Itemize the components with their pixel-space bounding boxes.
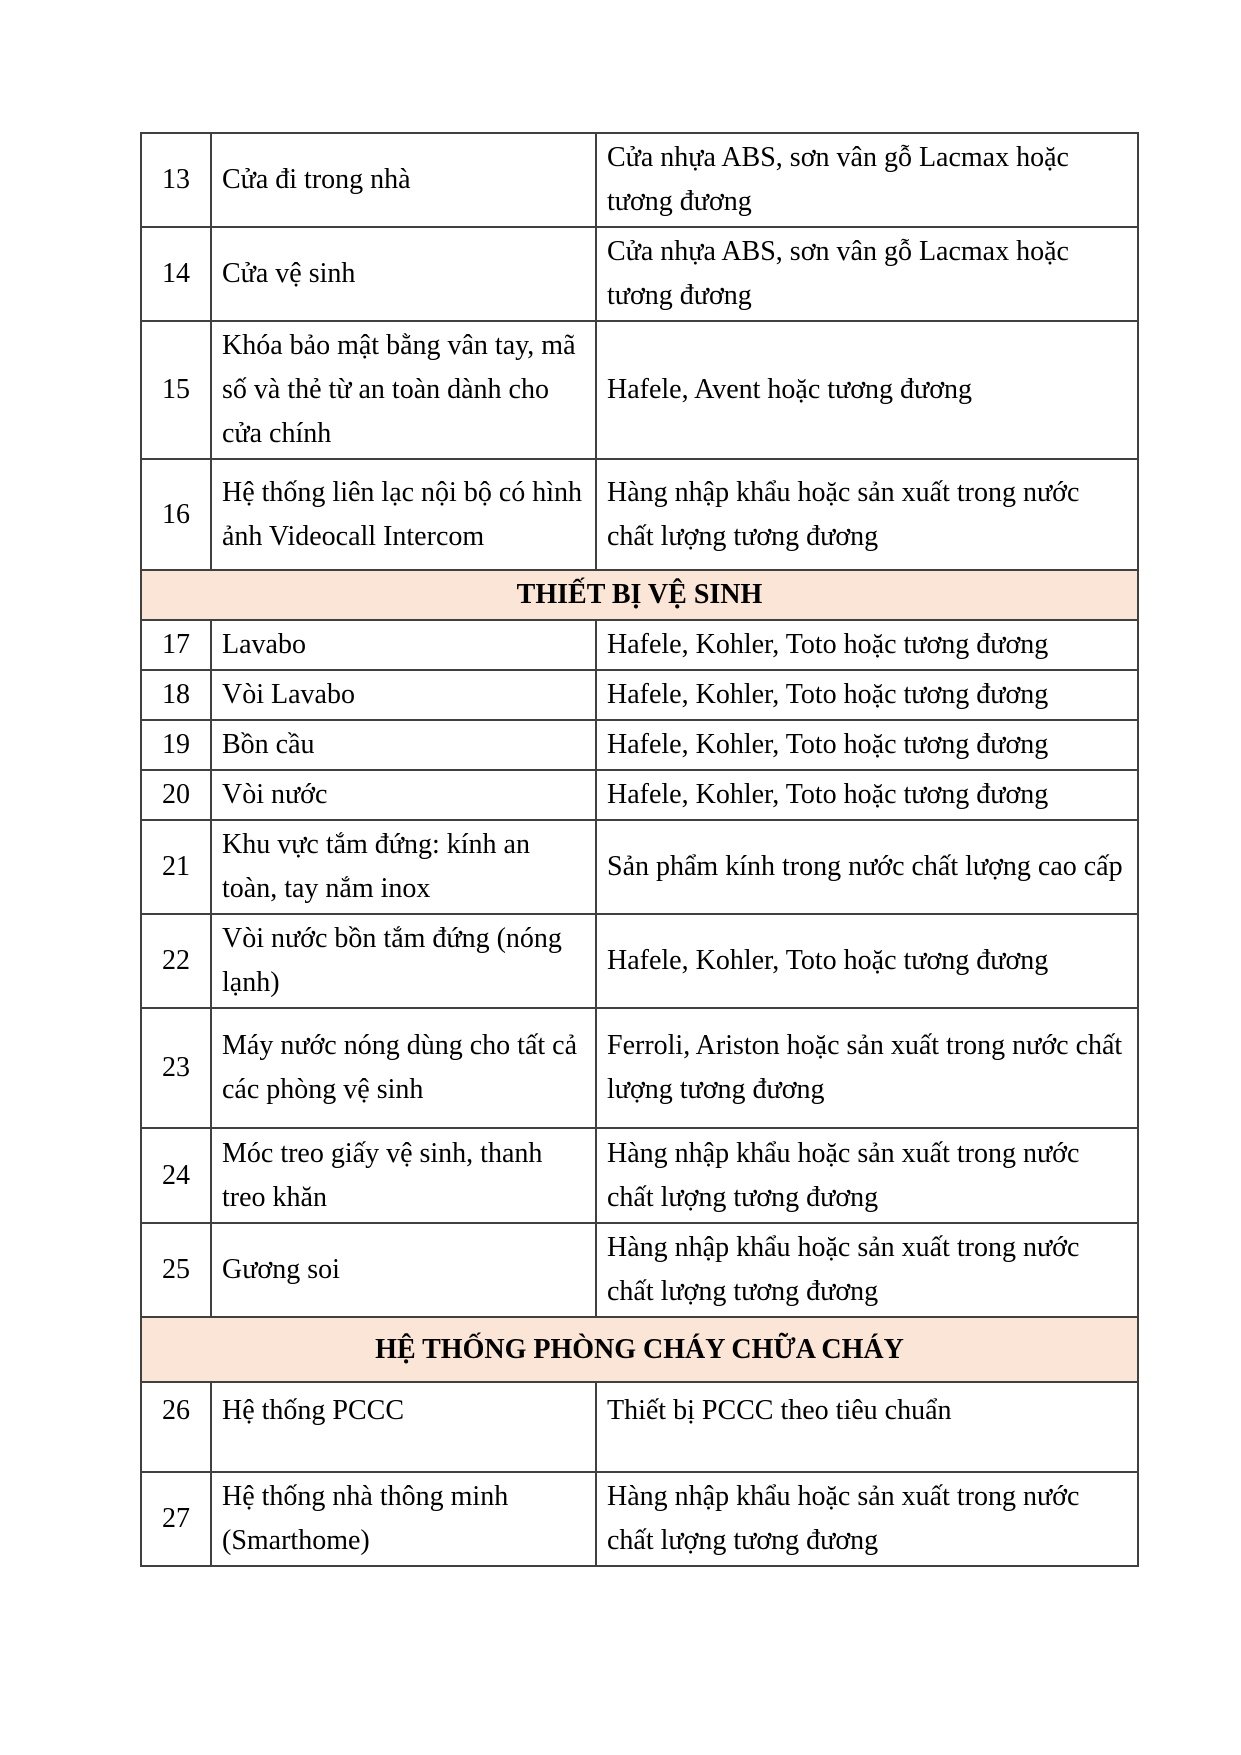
row-number-cell: 20 — [141, 770, 211, 820]
row-number-cell: 13 — [141, 133, 211, 227]
item-cell: Khóa bảo mật bằng vân tay, mã số và thẻ từ an toàn dành cho cửa chính — [211, 321, 596, 459]
item-cell: Gương soi — [211, 1223, 596, 1317]
table-row — [141, 914, 1138, 1008]
table-row — [141, 1472, 1138, 1566]
spec-cell: Sản phẩm kính trong nước chất lượng cao cấp — [596, 820, 1138, 914]
item-cell: Hệ thống nhà thông minh (Smarthome) — [211, 1472, 596, 1566]
section-header-row — [141, 1317, 1138, 1382]
spec-cell: Hafele, Kohler, Toto hoặc tương đương — [596, 620, 1138, 670]
table-row — [141, 227, 1138, 321]
item-cell: Khu vực tắm đứng: kính an toàn, tay nắm inox — [211, 820, 596, 914]
item-cell: Hệ thống PCCC — [211, 1382, 596, 1472]
item-cell: Vòi Lavabo — [211, 670, 596, 720]
item-cell: Vòi nước bồn tắm đứng (nóng lạnh) — [211, 914, 596, 1008]
table-row — [141, 1223, 1138, 1317]
spec-cell: Hàng nhập khẩu hoặc sản xuất trong nước chất lượng tương đương — [596, 1128, 1138, 1223]
row-number-cell: 24 — [141, 1128, 211, 1223]
table-row — [141, 670, 1138, 720]
row-number-cell: 16 — [141, 459, 211, 570]
item-cell: Lavabo — [211, 620, 596, 670]
spec-cell: Hàng nhập khẩu hoặc sản xuất trong nước chất lượng tương đương — [596, 459, 1138, 570]
spec-cell: Thiết bị PCCC theo tiêu chuẩn — [596, 1382, 1138, 1472]
spec-table-body — [141, 133, 1138, 1566]
row-number-cell: 17 — [141, 620, 211, 670]
spec-cell: Cửa nhựa ABS, sơn vân gỗ Lacmax hoặc tương đương — [596, 227, 1138, 321]
row-number-cell: 26 — [141, 1382, 211, 1472]
table-row — [141, 1382, 1138, 1472]
section-title: THIẾT BỊ VỆ SINH — [141, 570, 1138, 620]
row-number-cell: 25 — [141, 1223, 211, 1317]
row-number-cell: 27 — [141, 1472, 211, 1566]
item-cell: Bồn cầu — [211, 720, 596, 770]
table-row — [141, 720, 1138, 770]
spec-cell: Hafele, Kohler, Toto hoặc tương đương — [596, 670, 1138, 720]
row-number-cell: 21 — [141, 820, 211, 914]
item-cell: Cửa đi trong nhà — [211, 133, 596, 227]
table-row — [141, 459, 1138, 570]
spec-cell: Hàng nhập khẩu hoặc sản xuất trong nước chất lượng tương đương — [596, 1472, 1138, 1566]
item-cell: Móc treo giấy vệ sinh, thanh treo khăn — [211, 1128, 596, 1223]
item-cell: Hệ thống liên lạc nội bộ có hình ảnh Videocall Intercom — [211, 459, 596, 570]
spec-cell: Hafele, Kohler, Toto hoặc tương đương — [596, 720, 1138, 770]
spec-cell: Hafele, Avent hoặc tương đương — [596, 321, 1138, 459]
table-row — [141, 133, 1138, 227]
spec-cell: Cửa nhựa ABS, sơn vân gỗ Lacmax hoặc tương đương — [596, 133, 1138, 227]
table-row — [141, 1128, 1138, 1223]
spec-table — [140, 132, 1139, 1567]
row-number-cell: 23 — [141, 1008, 211, 1128]
spec-cell: Hàng nhập khẩu hoặc sản xuất trong nước chất lượng tương đương — [596, 1223, 1138, 1317]
item-cell: Cửa vệ sinh — [211, 227, 596, 321]
spec-cell: Ferroli, Ariston hoặc sản xuất trong nước chất lượng tương đương — [596, 1008, 1138, 1128]
table-row — [141, 820, 1138, 914]
table-row — [141, 1008, 1138, 1128]
row-number-cell: 15 — [141, 321, 211, 459]
table-row — [141, 620, 1138, 670]
row-number-cell: 22 — [141, 914, 211, 1008]
row-number-cell: 14 — [141, 227, 211, 321]
item-cell: Máy nước nóng dùng cho tất cả các phòng vệ sinh — [211, 1008, 596, 1128]
row-number-cell: 18 — [141, 670, 211, 720]
spec-cell: Hafele, Kohler, Toto hoặc tương đương — [596, 914, 1138, 1008]
table-row — [141, 770, 1138, 820]
item-cell: Vòi nước — [211, 770, 596, 820]
section-header-row — [141, 570, 1138, 620]
row-number-cell: 19 — [141, 720, 211, 770]
table-row — [141, 321, 1138, 459]
spec-cell: Hafele, Kohler, Toto hoặc tương đương — [596, 770, 1138, 820]
section-title: HỆ THỐNG PHÒNG CHÁY CHỮA CHÁY — [141, 1317, 1138, 1382]
